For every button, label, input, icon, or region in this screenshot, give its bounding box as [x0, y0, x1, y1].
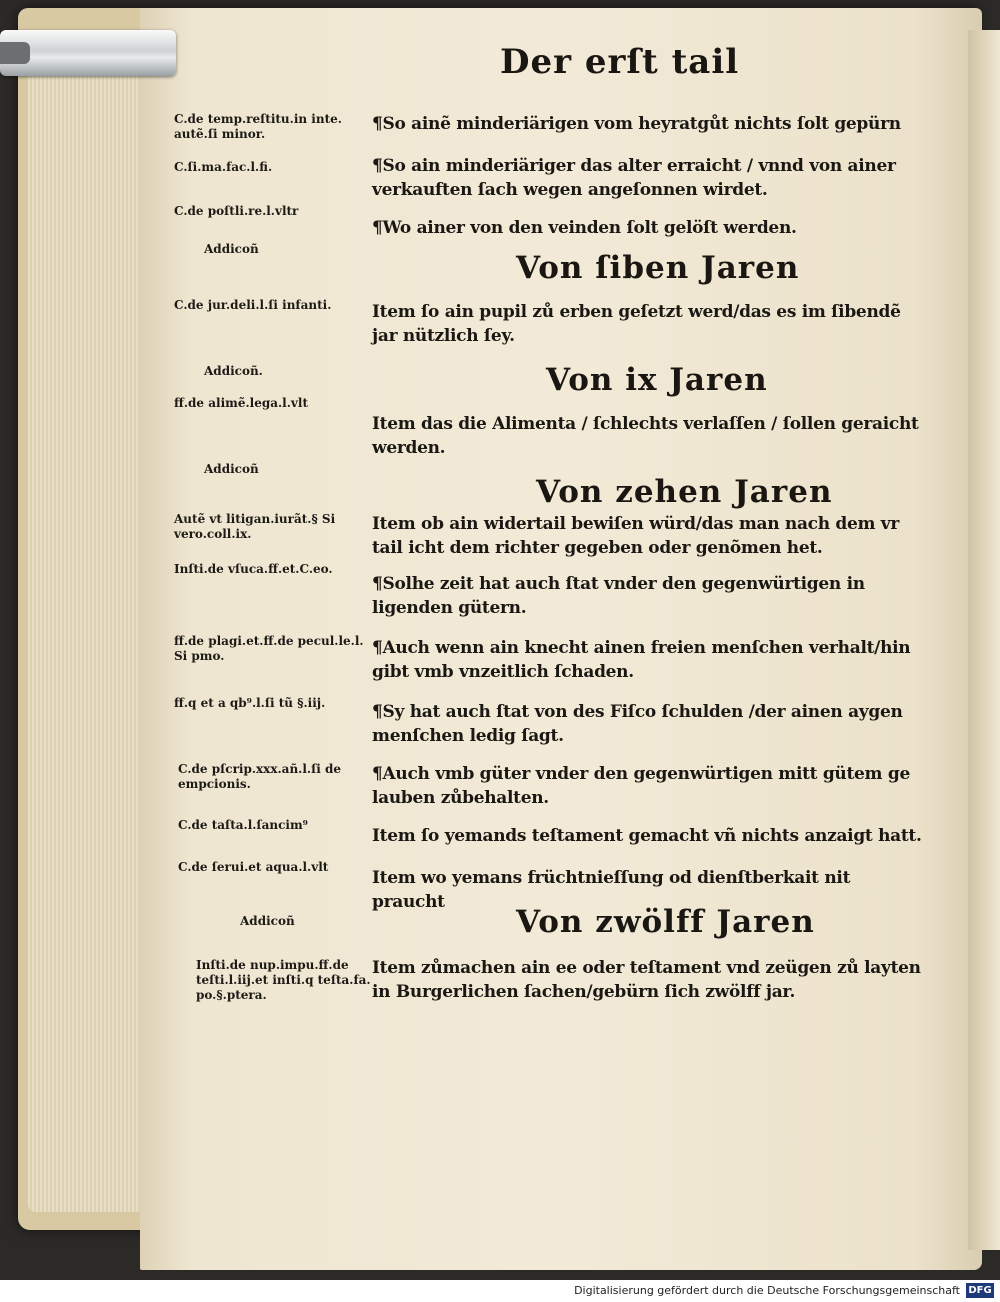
- clip-ring: [0, 42, 30, 64]
- section-heading: Von ix Jaren: [546, 362, 768, 398]
- margin-note: Addicoñ: [240, 914, 295, 928]
- running-head: Der erſt tail: [500, 42, 740, 82]
- margin-note: C.ſi.ma.fac.l.fi.: [174, 160, 273, 174]
- section-heading: Von zwölff Jaren: [516, 904, 815, 940]
- margin-note: ff.q et a qb⁹.l.ſi tũ §.iij.: [174, 696, 326, 710]
- paragraph: ¶So ainẽ minderiärigen vom heyratgůt nichts ſolt gepürn: [372, 114, 901, 134]
- paragraph: Item ſo ain pupil zů erben geſetzt werd/das es im ſibendẽ jar nützlich ſey.: [372, 302, 901, 346]
- paragraph: Item wo yemans früchtnieſſung od dienſtberkait nit praucht: [372, 868, 851, 912]
- page-edges: [28, 72, 146, 1212]
- margin-note: ff.de alimẽ.lega.l.vlt: [174, 396, 308, 410]
- margin-note: Inſti.de nup.impu.ff.de teſti.l.iij.et inſti.q teſta.fa. po.§.ptera.: [196, 958, 371, 1002]
- metal-clip: [0, 30, 176, 76]
- margin-note: C.de poſtli.re.l.vltr: [174, 204, 299, 218]
- paragraph: ¶Auch wenn ain knecht ainen freien menſchen verhalt/hin gibt vmb vnzeitlich ſchaden.: [372, 638, 911, 682]
- margin-note: ff.de plagi.et.ff.de pecul.le.l. Si pmo.: [174, 634, 364, 663]
- paragraph: Item das die Alimenta / ſchlechts verlaſſen / ſollen geraicht werden.: [372, 414, 919, 458]
- paragraph: ¶Wo ainer von den veinden ſolt gelöſt werden.: [372, 218, 797, 238]
- paragraph: ¶Solhe zeit hat auch ſtat vnder den gegenwürtigen in ligenden gütern.: [372, 574, 865, 618]
- margin-note: C.de pſcrip.xxx.añ.l.ſi de empcionis.: [178, 762, 342, 791]
- margin-note: Addicoñ: [204, 242, 259, 256]
- margin-note: Autẽ vt litigan.iurãt.§ Si vero.coll.ix.: [174, 512, 336, 541]
- footer-credit: Digitalisierung gefördert durch die Deutsche Forschungsgemeinschaft: [574, 1284, 960, 1297]
- margin-note: Addicoñ.: [204, 364, 263, 378]
- dfg-logo: DFG: [966, 1283, 994, 1298]
- margin-note: C.de jur.deli.l.ſi infanti.: [174, 298, 332, 312]
- paragraph: Item ſo yemands teſtament gemacht vñ nichts anzaigt hatt.: [372, 826, 922, 846]
- paragraph: ¶So ain minderiäriger das alter erraicht / vnnd von ainer verkauften ſach wegen angeſonnen wirdet.: [372, 156, 896, 200]
- section-heading: Von ſiben Jaren: [516, 250, 800, 286]
- margin-note: Inſti.de vſuca.ff.et.C.eo.: [174, 562, 333, 576]
- margin-note: C.de taſta.l.ſancim⁹: [178, 818, 308, 832]
- margin-note: C.de temp.reſtitu.in inte. autẽ.ſi minor.: [174, 112, 342, 141]
- paragraph: ¶Auch vmb güter vnder den gegenwürtigen mitt gütem ge lauben zůbehalten.: [372, 764, 910, 808]
- section-heading: Von zehen Jaren: [536, 474, 833, 510]
- paragraph: Item zůmachen ain ee oder teſtament vnd zeügen zů layten in Burgerlichen ſachen/gebürn ſich zwölff jar.: [372, 958, 921, 1002]
- paragraph: ¶Sy hat auch ſtat von des Fiſco ſchulden /der ainen aygen menſchen ledig ſagt.: [372, 702, 903, 746]
- margin-note: Addicoñ: [204, 462, 259, 476]
- footer-bar: [0, 1280, 1000, 1302]
- paragraph: Item ob ain widertail bewiſen würd/das man nach dem vr tail icht dem richter gegeben oder genõmen het.: [372, 514, 900, 558]
- facing-page-edge: [968, 30, 1000, 1250]
- margin-note: C.de ſerui.et aqua.l.vlt: [178, 860, 329, 874]
